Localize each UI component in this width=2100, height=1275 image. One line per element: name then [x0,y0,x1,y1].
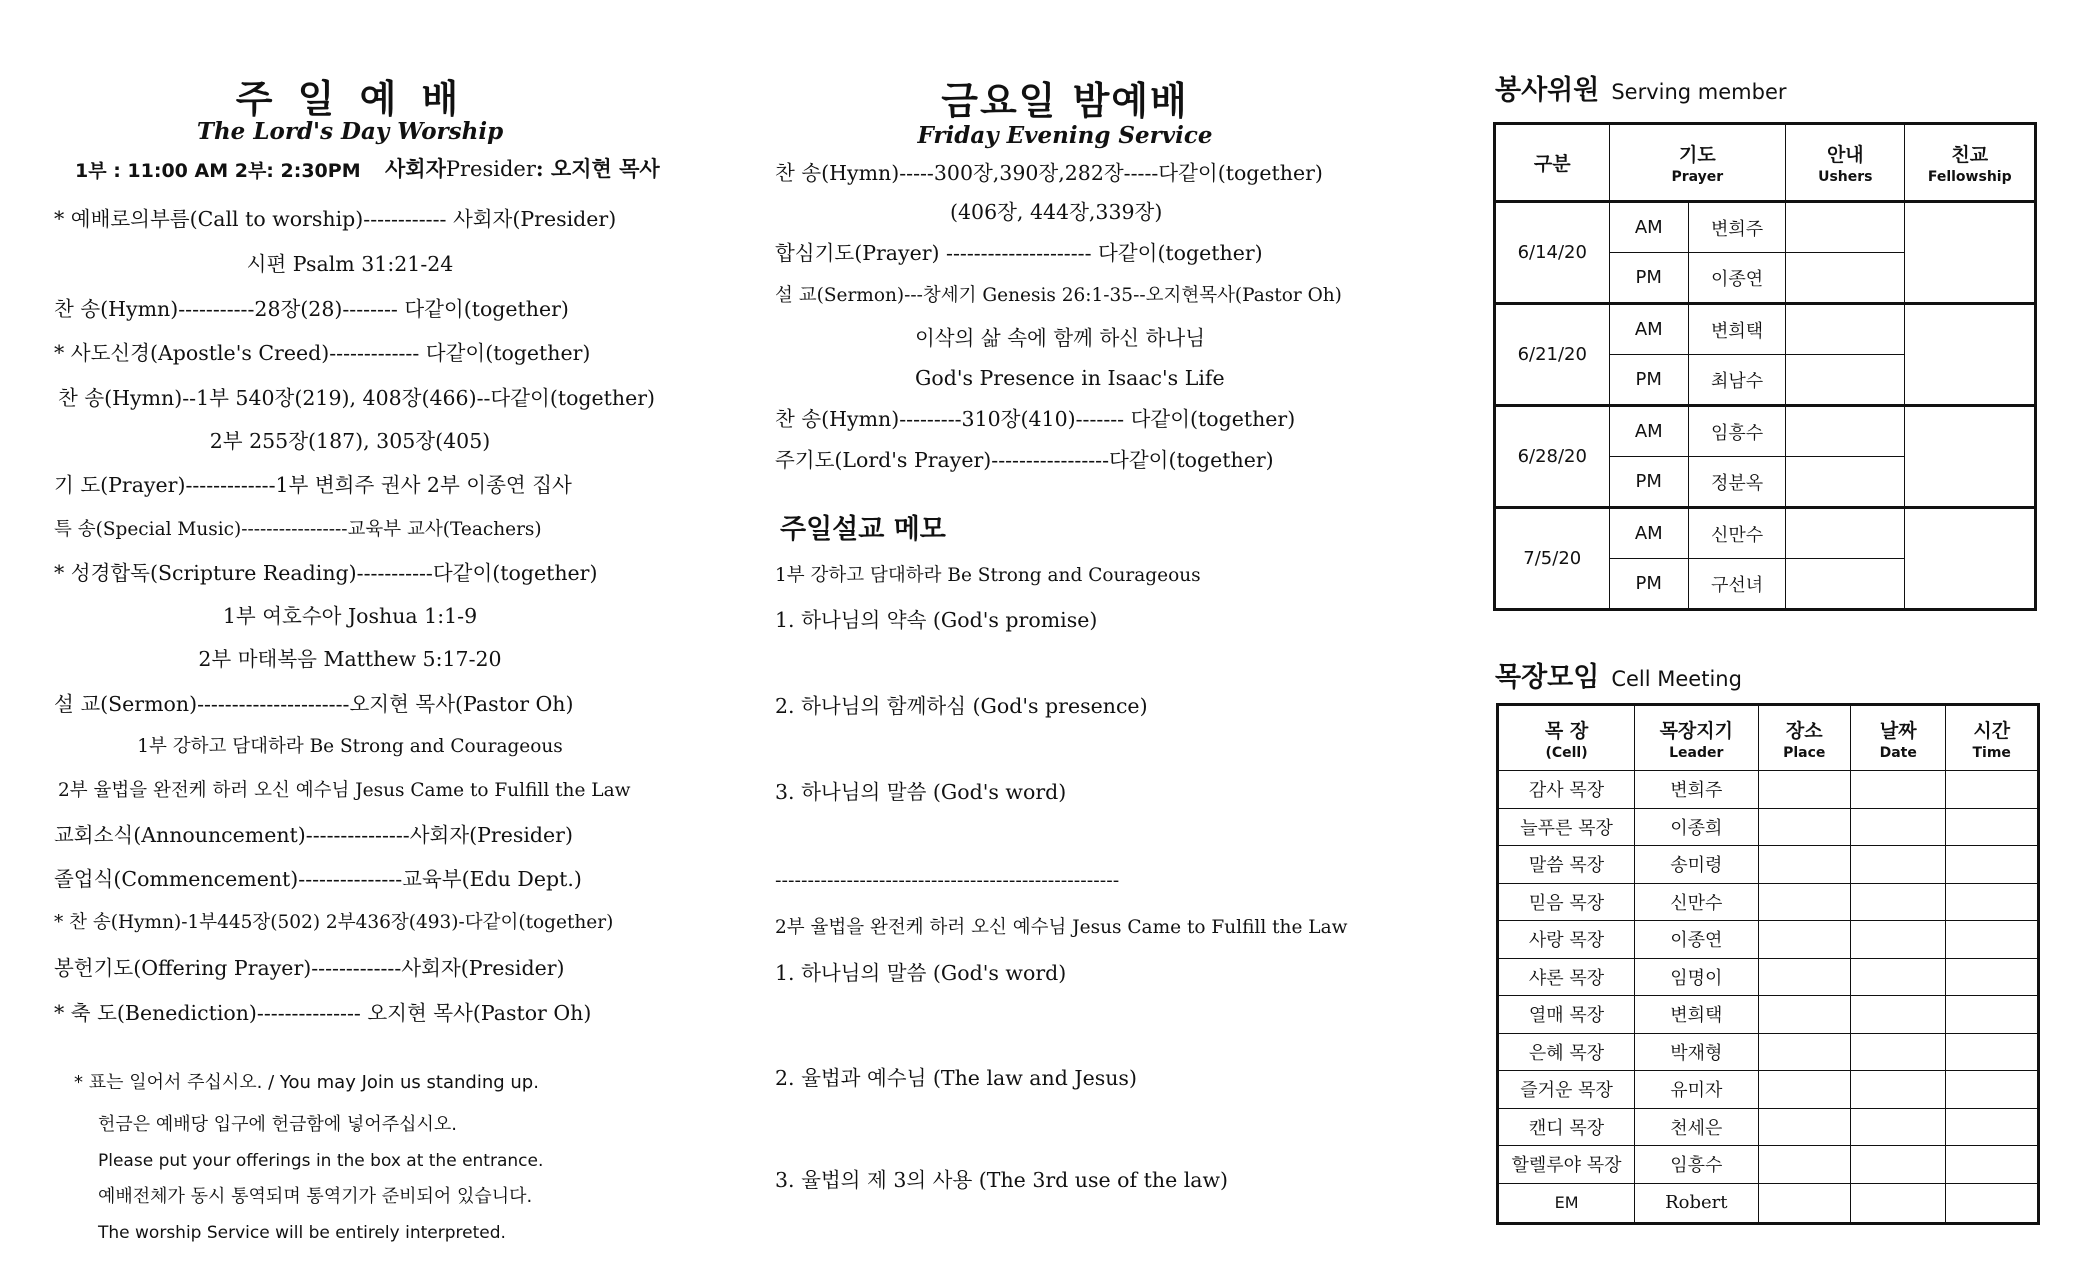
cell-time [1946,1146,2039,1184]
cell-place [1758,958,1851,996]
cell-time [1946,883,2039,921]
note-offering-en: Please put your offerings in the box at the entrance. [98,1151,544,1171]
cell-time [1946,771,2039,809]
cell-date [1851,1108,1946,1146]
serving-pm-label: PM [1609,253,1688,304]
serving-am-label: AM [1609,304,1688,355]
order-scripture-reading: * 성경합독(Scripture Reading)-----------다같이(together) [54,561,598,585]
order-sermon-title-1: 1부 강하고 담대하라 Be Strong and Courageous [137,736,563,757]
order-commencement: 졸업식(Commencement)---------------교육부(Edu Dept.) [54,867,582,891]
cell-row [1498,1071,2039,1109]
serving-header-prayer: 기도 Prayer [1609,124,1786,202]
serving-row-am [1495,406,2036,457]
cell-row [1498,1033,2039,1071]
serving-ushers-cell [1786,457,1905,508]
serving-fellowship-cell [1905,508,2036,610]
cell-place [1758,883,1851,921]
serving-pm-label: PM [1609,457,1688,508]
cell-meeting-table [1496,703,2040,1225]
cell-row [1498,958,2039,996]
cell-time [1946,1183,2039,1223]
cell-leader: 신만수 [1635,883,1758,921]
cell-place [1758,846,1851,884]
order-hymn-1: 찬 송(Hymn)-----------28장(28)-------- 다같이(together) [54,297,569,321]
memo-2-point-2: 2. 율법과 예수님 (The law and Jesus) [775,1066,1137,1090]
cell-time [1946,1071,2039,1109]
cell-name: EM [1498,1183,1635,1223]
order-hymn-3: * 찬 송(Hymn)-1부445장(502) 2부436장(493)-다같이(together) [54,912,614,933]
order-benediction: * 축 도(Benediction)--------------- 오지현 목사(Pastor Oh) [54,1001,592,1025]
memo-1-point-1: 1. 하나님의 약속 (God's promise) [775,608,1098,632]
cell-name: 늘푸른 목장 [1498,808,1635,846]
serving-ushers-cell [1786,559,1905,610]
cell-time [1946,921,2039,959]
friday-sermon: 설 교(Sermon)---창세기 Genesis 26:1-35--오지현목사(Pastor Oh) [775,285,1342,306]
memo-2-point-1: 1. 하나님의 말씀 (God's word) [775,961,1067,985]
cell-name: 감사 목장 [1498,771,1635,809]
friday-sermon-title-en: God's Presence in Isaac's Life [915,366,1225,390]
serving-pm-label: PM [1609,355,1688,406]
cell-date [1851,996,1946,1034]
sunday-subtitle: The Lord's Day Worship [196,118,504,145]
cell-leader: 박재형 [1635,1033,1758,1071]
cell-date [1851,1071,1946,1109]
cell-row [1498,1183,2039,1223]
order-announcement: 교회소식(Announcement)---------------사회자(Presider) [54,823,573,847]
cell-leader: 이종연 [1635,921,1758,959]
cell-header-cell: 목 장 (Cell) [1498,705,1635,771]
friday-title: 금요일 밤예배 [941,79,1189,123]
serving-ushers-cell [1786,202,1905,253]
cell-place [1758,1183,1851,1223]
serving-am-label: AM [1609,508,1688,559]
serving-am-name: 변희택 [1688,304,1785,355]
memo-sermon-2-title: 2부 율법을 완전케 하러 오신 예수님 Jesus Came to Fulfill the Law [775,917,1348,938]
cell-row [1498,808,2039,846]
serving-fellowship-cell [1905,406,2036,508]
serving-ushers-cell [1786,253,1905,304]
cell-leader: Robert [1635,1183,1758,1223]
serving-ushers-cell [1786,508,1905,559]
cell-name: 말씀 목장 [1498,846,1635,884]
cell-row [1498,771,2039,809]
sunday-title: 주 일 예 배 [235,77,465,121]
serving-am-label: AM [1609,406,1688,457]
memo-1-point-3: 3. 하나님의 말씀 (God's word) [775,780,1067,804]
order-hymn-2: 찬 송(Hymn)--1부 540장(219), 408장(466)--다같이(together) [58,386,656,410]
cell-row [1498,996,2039,1034]
serving-pm-name: 구선녀 [1688,559,1785,610]
order-call-to-worship: * 예배로의부름(Call to worship)------------ 사회자(Presider) [54,207,617,231]
cell-place [1758,1033,1851,1071]
serving-ushers-cell [1786,355,1905,406]
serving-am-name: 임흥수 [1688,406,1785,457]
cell-name: 열매 목장 [1498,996,1635,1034]
serving-row-am [1495,304,2036,355]
presider-name: : 오지현 목사 [535,156,660,181]
serving-title: 봉사위원 Serving member [1495,75,1787,106]
cell-leader: 임명이 [1635,958,1758,996]
cell-header-row [1498,705,2039,771]
note-interpret-en: The worship Service will be entirely interpreted. [98,1223,506,1243]
friday-sermon-title-ko: 이삭의 삶 속에 함께 하신 하나님 [915,326,1206,350]
serving-pm-label: PM [1609,559,1688,610]
cell-row [1498,883,2039,921]
friday-subtitle: Friday Evening Service [917,122,1213,149]
cell-time [1946,1033,2039,1071]
cell-name: 즐거운 목장 [1498,1071,1635,1109]
order-sermon-title-2: 2부 율법을 완전케 하러 오신 예수님 Jesus Came to Fulfill the Law [58,780,631,801]
cell-date [1851,883,1946,921]
cell-date [1851,846,1946,884]
cell-header-time: 시간 Time [1946,705,2039,771]
order-scripture-1: 1부 여호수아 Joshua 1:1-9 [222,604,478,628]
cell-place [1758,1071,1851,1109]
serving-fellowship-cell [1905,202,2036,304]
friday-hymn-1: 찬 송(Hymn)-----300장,390장,282장-----다같이(together) [775,161,1323,185]
order-psalm: 시편 Psalm 31:21-24 [246,252,454,276]
cell-time [1946,1108,2039,1146]
order-apostles-creed: * 사도신경(Apostle's Creed)------------- 다같이(together) [54,341,591,365]
cell-name: 은혜 목장 [1498,1033,1635,1071]
cell-place [1758,996,1851,1034]
order-scripture-2: 2부 마태복음 Matthew 5:17-20 [198,647,502,671]
serving-header-ushers: 안내 Ushers [1786,124,1905,202]
order-hymn-2-second: 2부 255장(187), 305장(405) [209,429,491,453]
friday-hymn-2: 찬 송(Hymn)---------310장(410)------- 다같이(together) [775,407,1296,431]
cell-leader: 천세은 [1635,1108,1758,1146]
cell-date [1851,958,1946,996]
cell-header-leader: 목장지기 Leader [1635,705,1758,771]
cell-date [1851,1183,1946,1223]
memo-2-point-3: 3. 율법의 제 3의 사용 (The 3rd use of the law) [775,1168,1229,1192]
cell-date [1851,921,1946,959]
serving-ushers-cell [1786,304,1905,355]
serving-header-division: 구분 [1495,124,1610,202]
memo-sermon-1-title: 1부 강하고 담대하라 Be Strong and Courageous [775,565,1201,586]
presider-line [385,156,660,182]
order-offering-prayer: 봉헌기도(Offering Prayer)-------------사회자(Presider) [54,956,565,980]
friday-prayer: 합심기도(Prayer) --------------------- 다같이(together) [775,241,1263,265]
cell-row [1498,1146,2039,1184]
memo-title: 주일설교 메모 [780,514,946,545]
friday-lords-prayer: 주기도(Lord's Prayer)-----------------다같이(together) [775,448,1274,472]
serving-am-name: 변희주 [1688,202,1785,253]
memo-1-point-2: 2. 하나님의 함께하심 (God's presence) [775,694,1148,718]
serving-row-am [1495,202,2036,253]
cell-time [1946,808,2039,846]
cell-row [1498,921,2039,959]
note-offering-ko: 헌금은 예배당 입구에 헌금함에 넣어주십시오. [98,1114,457,1135]
cell-name: 사랑 목장 [1498,921,1635,959]
cell-time [1946,846,2039,884]
cell-date [1851,1146,1946,1184]
cell-name: 샤론 목장 [1498,958,1635,996]
serving-am-label: AM [1609,202,1688,253]
serving-date: 6/21/20 [1495,304,1610,406]
cell-leader: 이종희 [1635,808,1758,846]
serving-ushers-cell [1786,406,1905,457]
cell-leader: 유미자 [1635,1071,1758,1109]
cell-leader: 변희주 [1635,771,1758,809]
cell-time [1946,996,2039,1034]
cell-date [1851,1033,1946,1071]
serving-date: 7/5/20 [1495,508,1610,610]
serving-date: 6/14/20 [1495,202,1610,304]
cell-place [1758,771,1851,809]
friday-hymn-1-alt: (406장, 444장,339장) [950,200,1163,224]
cell-place [1758,921,1851,959]
serving-header-row [1495,124,2036,202]
serving-pm-name: 최남수 [1688,355,1785,406]
cell-header-date: 날짜 Date [1851,705,1946,771]
note-interpret-ko: 예배전체가 동시 통역되며 통역기가 준비되어 있습니다. [98,1186,533,1207]
cell-place [1758,808,1851,846]
serving-table [1493,122,2037,611]
serving-pm-name: 이종연 [1688,253,1785,304]
cell-name: 캔디 목장 [1498,1108,1635,1146]
cell-time [1946,958,2039,996]
cell-name: 믿음 목장 [1498,883,1635,921]
cell-header-place: 장소 Place [1758,705,1851,771]
cell-leader: 임흥수 [1635,1146,1758,1184]
serving-am-name: 신만수 [1688,508,1785,559]
cell-date [1851,808,1946,846]
serving-row-am [1495,508,2036,559]
serving-fellowship-cell [1905,304,2036,406]
cell-place [1758,1108,1851,1146]
serving-date: 6/28/20 [1495,406,1610,508]
order-special-music: 특 송(Special Music)-----------------교육부 교사(Teachers) [54,519,542,540]
note-standing: * 표는 일어서 주십시오. / You may Join us standing up. [74,1072,539,1093]
cell-row [1498,846,2039,884]
serving-pm-name: 정분옥 [1688,457,1785,508]
serving-header-fellowship: 친교 Fellowship [1905,124,2036,202]
cell-leader: 송미령 [1635,846,1758,884]
cell-row [1498,1108,2039,1146]
cell-meeting-title: 목장모임 Cell Meeting [1495,662,1742,693]
cell-date [1851,771,1946,809]
cell-place [1758,1146,1851,1184]
service-times: 1부 : 11:00 AM 2부: 2:30PM [75,160,361,182]
memo-divider: ----------------------------------------------------- [775,870,1120,891]
cell-leader: 변희택 [1635,996,1758,1034]
order-prayer: 기 도(Prayer)-------------1부 변희주 권사 2부 이종연 집사 [54,473,572,497]
order-sermon: 설 교(Sermon)----------------------오지현 목사(Pastor Oh) [54,692,574,716]
cell-name: 할렐루야 목장 [1498,1146,1635,1184]
presider-ko: 사회자 [385,156,446,181]
presider-en: Presider [445,157,536,181]
